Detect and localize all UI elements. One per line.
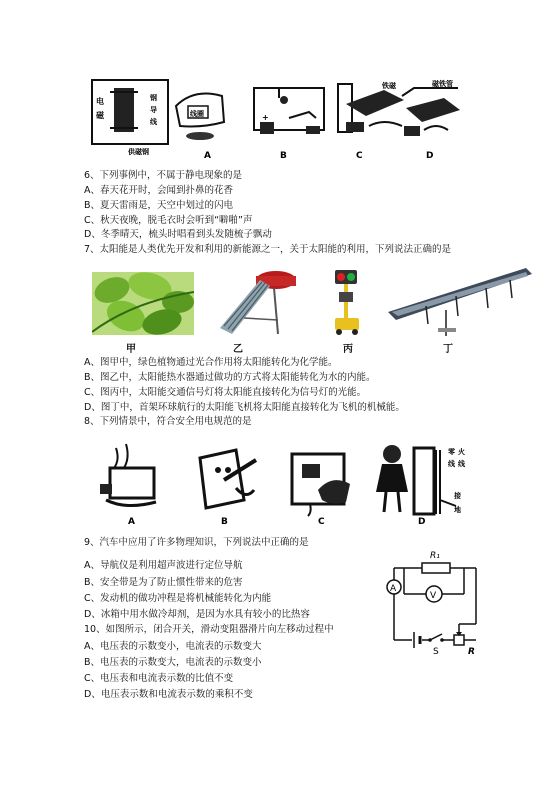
q8-figure-a <box>100 444 156 506</box>
q6-option-a: A、春天花开时，会闻到扑鼻的花香 <box>84 185 233 196</box>
q7-option-a: A、图甲中，绿色植物通过光合作用将太阳能转化为化学能。 <box>84 357 338 368</box>
q8-label-b: B <box>221 517 228 527</box>
q8-label-d: D <box>418 517 426 527</box>
circuit-ammeter-label: A <box>390 584 397 594</box>
q8-label-c: C <box>318 517 325 527</box>
svg-text:供磁钢: 供磁钢 <box>128 148 149 156</box>
q8-figure-c <box>292 454 350 516</box>
figure-a-text-1: 磁 <box>96 111 104 120</box>
q9-option-d: D、冰箱中用水做冷却剂，是因为水具有较小的比热容 <box>84 609 310 620</box>
q8-d-text-5: 地 <box>454 506 461 514</box>
figure-c-magnet <box>338 81 404 132</box>
q7-option-b: B、图乙中，太阳能热水器通过做功的方式将太阳能转化为水的内能。 <box>84 372 376 383</box>
q7-label-jia: 甲 <box>126 344 136 355</box>
q8-d-text-3: 线 <box>458 460 465 468</box>
figure-c-text: 铁磁 <box>382 82 396 90</box>
q7-option-c: C、图丙中，太阳能交通信号灯将太阳能直接转化为信号灯的光能。 <box>84 387 367 398</box>
q7-label-ding: 丁 <box>443 344 453 355</box>
circuit-diagram <box>378 544 488 656</box>
circuit-rheostat-label: R <box>468 647 475 656</box>
q8-d-text-0: 零 <box>448 448 455 456</box>
q9-stem: 9、汽车中应用了许多物理知识，下列说法中正确的是 <box>84 537 309 548</box>
q6-option-c: C、秋天夜晚，脱毛衣时会听到“噼啪”声 <box>84 215 253 226</box>
svg-text:+: + <box>262 113 269 122</box>
q7-image-ding-solar-plane <box>386 266 532 338</box>
q6-option-b: B、夏天雷雨是，天空中划过的闪电 <box>84 200 234 211</box>
q6-stem: 6、下列事例中，不属于静电现象的是 <box>84 170 243 181</box>
figure-d-magnet-tube <box>402 79 460 136</box>
top-figure-svg <box>84 78 464 163</box>
q8-d-text-4: 接 <box>454 492 461 500</box>
q7-stem: 7、太阳能是人类优先开发和利用的新能源之一，关于太阳能的利用，下列说法正确的是 <box>84 244 452 255</box>
svg-text:钢: 钢 <box>150 94 157 102</box>
q9-option-a: A、导航仪是利用超声波进行定位导航 <box>84 560 243 571</box>
q7-label-yi: 乙 <box>233 344 243 355</box>
q7-image-jia-leaves <box>92 272 194 335</box>
q8-label-a: A <box>128 517 135 527</box>
q10-option-a: A、电压表的示数变小，电流表的示数变大 <box>84 641 262 652</box>
figure-coil-device <box>176 94 224 140</box>
top-figure-row <box>84 78 464 163</box>
top-label-d: D <box>426 151 434 161</box>
q6-option-d: D、冬季晴天，梳头时唱看到头发随梳子飘动 <box>84 229 272 240</box>
svg-text:线: 线 <box>150 118 157 126</box>
svg-text:导: 导 <box>150 106 157 114</box>
q8-stem: 8、下列情景中，符合安全用电规范的是 <box>84 416 252 427</box>
q10-option-d: D、电压表示数和电流表示数的乘积不变 <box>84 689 253 700</box>
figure-d-text: 磁铁管 <box>432 80 453 88</box>
q7-label-bing: 丙 <box>343 344 353 355</box>
circuit-switch-label: S <box>433 647 439 656</box>
figure-a-electromagnet <box>92 80 168 156</box>
figure-coil-text: 线圈 <box>190 110 204 118</box>
q10-option-c: C、电压表和电流表示数的比值不变 <box>84 673 234 684</box>
q8-figure-row <box>96 440 476 530</box>
q9-option-c: C、发动机的做功冲程是将机械能转化为内能 <box>84 593 272 604</box>
q8-figure-b <box>200 450 256 508</box>
q7-image-yi-solar-heater <box>214 268 300 338</box>
circuit-voltmeter-label: V <box>430 591 437 601</box>
q9-option-b: B、安全带是为了防止惯性带来的危害 <box>84 577 243 588</box>
q8-d-text-1: 火 <box>458 448 465 456</box>
top-label-c: C <box>356 151 363 161</box>
q7-option-d: D、图丁中，首架环球航行的太阳能飞机将太阳能直接转化为飞机的机械能。 <box>84 402 405 413</box>
q8-figure-d <box>376 445 466 514</box>
q10-option-b: B、电压表的示数变大，电流表的示数变小 <box>84 657 262 668</box>
top-label-a: A <box>204 151 211 161</box>
q10-stem: 10、如图所示，闭合开关，滑动变阻器滑片向左移动过程中 <box>84 624 334 635</box>
figure-a-text-0: 电 <box>96 97 104 106</box>
top-label-b: B <box>280 151 287 161</box>
circuit-r1-label: R₁ <box>430 551 440 561</box>
figure-b-circuit <box>254 88 324 134</box>
q8-d-text-2: 线 <box>448 460 455 468</box>
q7-image-bing-traffic-light <box>327 266 367 336</box>
